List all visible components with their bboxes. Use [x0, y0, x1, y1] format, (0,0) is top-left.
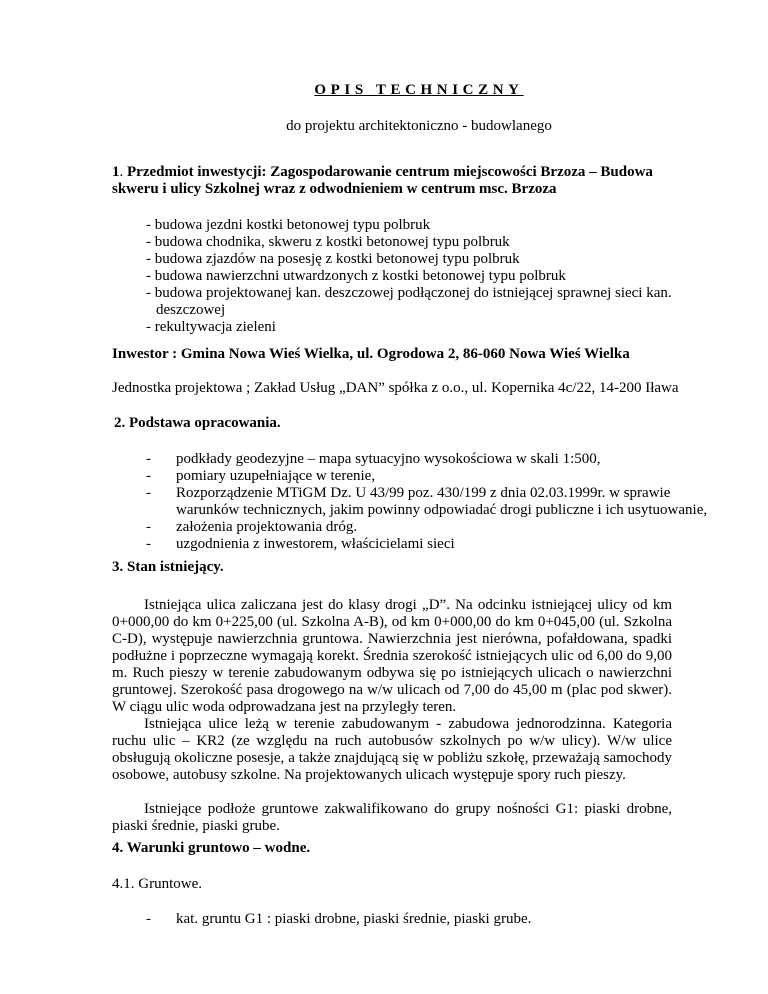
section-2-heading: 2. Podstawa opracowania. [114, 415, 281, 431]
section-1-list [146, 217, 672, 336]
list-dash: - [146, 911, 151, 927]
list-item: - budowa zjazdów na posesję z kostki betonowej typu polbruk [146, 251, 520, 267]
list-item-text: założenia projektowania dróg. [176, 519, 358, 535]
list-item: - rekultywacja zieleni [146, 319, 276, 335]
section-3-heading: 3. Stan istniejący. [112, 559, 224, 575]
list-item: - budowa jezdni kostki betonowej typu polbruk [146, 217, 431, 233]
section-1-heading-text: Przedmiot inwestycji: Zagospodarowanie centrum miejscowości Brzoza – Budowa skweru i ulicy Szkolnej wraz z odwodnieniem w centrum msc. Brzoza [112, 164, 653, 197]
list-dash: - [146, 536, 151, 552]
list-item: - budowa projektowanej kan. deszczowej podłączonej do istniejącej sprawnej sieci kan. [146, 285, 672, 301]
list-item-text: pomiary uzupełniające w terenie, [176, 468, 376, 484]
section-3-paragraph: Istniejące podłoże gruntowe zakwalifikowano do grupy nośności G1: piaski drobne, piaski średnie, piaski grube. [112, 801, 672, 834]
list-item: - budowa nawierzchni utwardzonych z kostki betonowej typu polbruk [146, 268, 566, 284]
list-item-text: uzgodnienia z inwestorem, właścicielami sieci [176, 536, 455, 552]
section-1-heading: 1. Przedmiot inwestycji: Zagospodarowanie centrum miejscowości Brzoza – Budowa skweru i ulicy Szkolnej wraz z odwodnieniem w centrum msc. Brzoza [112, 164, 653, 197]
list-dash: - [146, 468, 151, 484]
list-dash: - [146, 519, 151, 535]
investor-line: Inwestor : Gmina Nowa Wieś Wielka, ul. Ogrodowa 2, 86-060 Nowa Wieś Wielka [112, 346, 630, 362]
document-subtitle: do projektu architektoniczno - budowlanego [286, 118, 552, 134]
list-item-text: warunków technicznych, jakim powinny odpowiadać drogi publiczne i ich usytuowanie, [176, 502, 708, 518]
list-dash: - [146, 485, 151, 501]
list-item-text: Rozporządzenie MTiGM Dz. U 43/99 poz. 430/199 z dnia 02.03.1999r. w sprawie [176, 485, 671, 501]
section-1-number: 1 [112, 164, 120, 180]
list-item: deszczowej [156, 302, 226, 318]
list-item-text: podkłady geodezyjne – mapa sytuacyjno wysokościowa w skali 1:500, [176, 451, 601, 467]
list-dash: - [146, 451, 151, 467]
document-title: OPIS TECHNICZNY [314, 82, 524, 98]
section-4-heading: 4. Warunki gruntowo – wodne. [112, 840, 311, 856]
section-4-1-heading: 4.1. Gruntowe. [112, 876, 202, 892]
list-item: - budowa chodnika, skweru z kostki betonowej typu polbruk [146, 234, 510, 250]
list-item [146, 911, 532, 928]
section-3-paragraph: Istniejąca ulica zaliczana jest do klasy drogi „D”. Na odcinku istniejącej ulicy od km 0+000,00 do km 0+225,00 (ul. Szkolna A-B), od km 0+000,00 do km 0+045,00 (ul. Szkolna C-D), występuje nawierzchnia gruntowa. Nawierzchnia jest nierówna, pofałdowana, spadki podłużne i poprzeczne wymagają korekt. Średnia szerokość istniejących ulic od 6,00 do 9,00 m. Ruch pieszy w terenie zabudowanym odbywa się po istniejących ulicach o nawierzchni gruntowej. Szerokość pasa drogowego na w/w ulicach od 7,00 do 45,00 m (plac pod skwer). W ciągu ulic woda odprowadzana jest na przyległy teren. [112, 597, 672, 715]
design-unit-line: Jednostka projektowa ; Zakład Usług „DAN” spółka z o.o., ul. Kopernika 4c/22, 14-200 Iława [112, 380, 679, 396]
list-item-text: kat. gruntu G1 : piaski drobne, piaski średnie, piaski grube. [176, 911, 532, 927]
section-3-paragraph: Istniejąca ulice leżą w terenie zabudowanym - zabudowa jednorodzinna. Kategoria ruchu ulic – KR2 (ze względu na ruch autobusów szkolnych po w/w ulicy). W/w ulice obsługują okoliczne posesje, a także znajdującą się w pobliżu szkołę, przeważają samochody osobowe, autobusy szkolne. Na projektowanych ulicach występuje spory ruch pieszy. [112, 716, 672, 783]
